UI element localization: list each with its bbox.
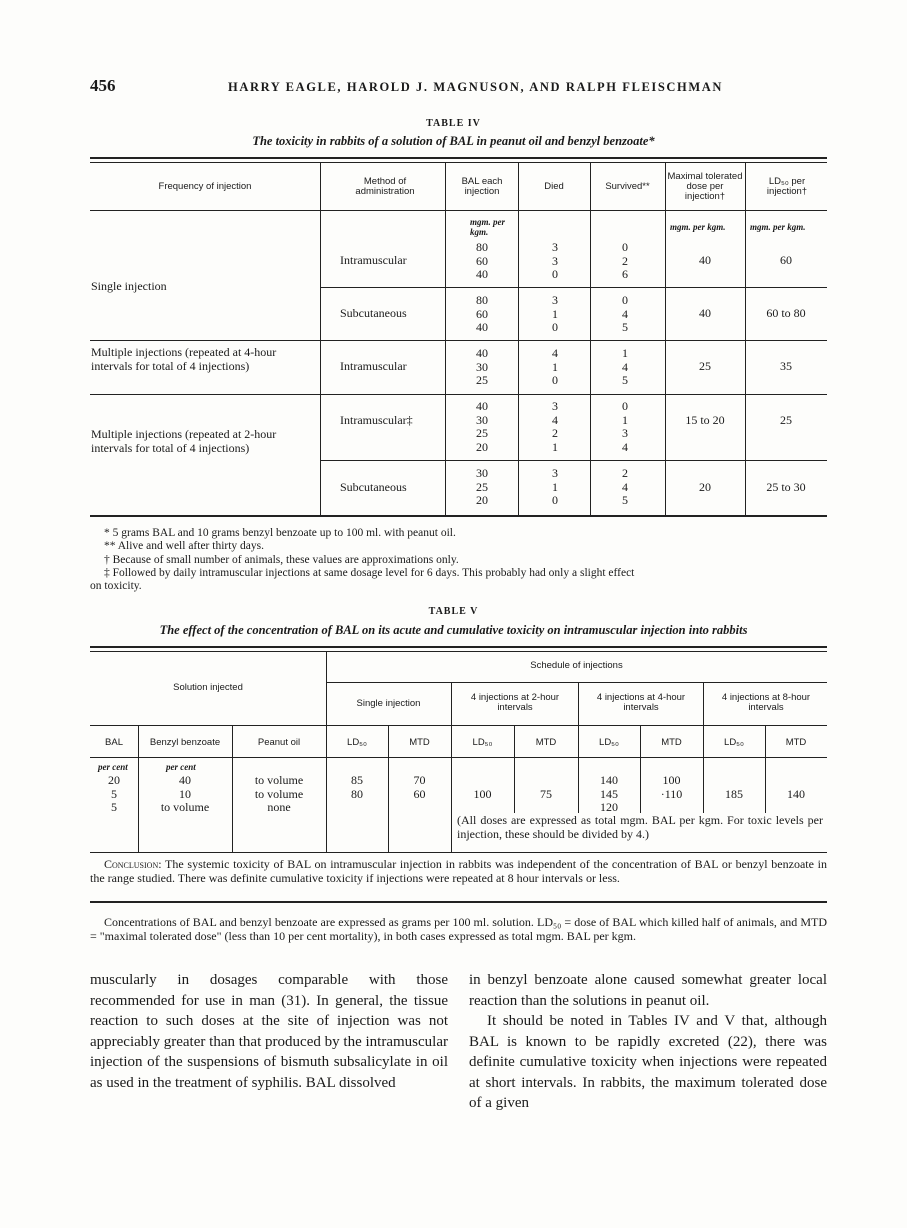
t5-cell: 75 [540,787,552,801]
conclusion-text: The systemic toxicity of BAL on intramuscular injection in rabbits was independent of the concentration of BAL or benzyl benzoate in the range studied. There was definite cumulative toxicity if injections were repeated at 8 hour intervals or less. [90,857,827,885]
t4-survived: 2 4 5 [622,466,628,507]
t5-cell: 140 [600,773,618,787]
t4-mtd: 40 [699,253,711,267]
t5-cell: 5 [111,800,117,814]
t4-ld: 25 [780,413,792,427]
table5-caption: The effect of the concentration of BAL on its acute and cumulative toxicity on intramuscular injection into rabbits [159,623,748,637]
t5-note: (All doses are expressed as total mgm. BAL per kgm. For toxic levels per injection, these should be divided by 4.) [457,813,823,841]
t5-header-peanut: Peanut oil [257,737,301,748]
running-head: HARRY EAGLE, HAROLD J. MAGNUSON, AND RALPH FLEISCHMAN [228,80,724,94]
t5-header-mtd: MTD [535,737,557,748]
conclusion-label: Conclusion: [104,857,162,871]
t4-freq-single: Single injection [91,279,167,293]
t5-header-mtd: MTD [661,737,682,748]
t5-unit-bal: per cent [98,762,128,772]
t5-cell: 60 [413,787,426,801]
t5-cell: 80 [351,787,363,801]
t4-mtd: 20 [699,480,711,494]
t5-footnote: Concentrations of BAL and benzyl benzoate are expressed as grams per 100 ml. solution. LD₅₀ = dose of BAL which killed half of animals, and MTD = "maximal tolerated dose" (less than 10 per cent mortality), in both cases expressed as total mgm. BAL per kgm. [90,915,827,943]
table4-caption: The toxicity in rabbits of a solution of BAL in peanut oil and benzyl benzoate* [252,134,655,148]
t4-header-bal: BAL each injection [461,176,503,197]
t4-ld: 60 [780,253,792,267]
t4-footnote: * 5 grams BAL and 10 grams benzyl benzoate up to 100 ml. with peanut oil. [104,527,456,539]
t4-method: Subcutaneous [340,306,407,320]
t4-unit-bal: mgm. per kgm. [470,217,505,237]
t5-cell: to volume [254,773,304,787]
t5-cell: 100 [473,787,492,801]
t5-cell: 20 [108,773,120,787]
t5-cell: 140 [787,787,805,801]
t4-mtd: 25 [699,359,711,373]
t5-unit-benzyl: per cent [166,762,196,772]
t4-method: Intramuscular‡ [340,413,413,427]
t5-header-single: Single injection [356,698,421,709]
t5-header-4hour: 4 injections at 4-hour intervals [596,692,686,713]
t4-survived: 0 4 5 [622,293,628,334]
t4-unit-mtd: mgm. per kgm. [670,222,726,232]
t4-ld: 25 to 30 [766,480,806,494]
t4-ld: 35 [780,359,792,373]
t5-cell: 40 [179,773,191,787]
t4-header-survived: Survived** [605,181,650,192]
t4-mtd: 15 to 20 [685,413,725,427]
t4-bal: 80 60 40 [476,293,488,334]
table4-label: TABLE IV [426,118,481,129]
t4-died: 3 3 0 [552,240,558,281]
t5-cell: 10 [179,787,191,801]
t4-unit-ld: mgm. per kgm. [750,222,806,232]
t4-header-method: Method of administration [355,176,415,197]
t5-header-schedule: Schedule of injections [530,660,623,671]
t4-freq-4hour: Multiple injections (repeated at 4-hour intervals for total of 4 injections) [91,345,277,373]
t5-header-ld: LD₅₀ [724,737,744,748]
t5-cell: to volume [160,800,210,814]
t5-cell: 5 [111,787,117,801]
body-right-para2: It should be noted in Tables IV and V that, although BAL is known to be rapidly excreted (22), there was definite cumulative toxicity when injections were repeated at short intervals. In rabbits, the maximum tolerated dose of a given [469,1013,827,1111]
t4-bal: 40 30 25 [476,346,488,387]
t5-header-ld: LD₅₀ [472,737,493,748]
t4-header-mtd: Maximal tolerated dose per injection† [667,171,743,202]
t4-died: 3 1 0 [552,293,558,334]
t4-bal: 40 30 25 20 [476,399,488,454]
t4-survived: 0 2 6 [622,240,628,281]
t5-cell: 145 [600,787,618,801]
t5-header-8hour: 4 injections at 8-hour intervals [721,692,811,713]
t4-died: 3 1 0 [552,466,558,507]
page-number: 456 [90,76,116,95]
t5-cell: 100 [662,773,681,787]
t5-conclusion [90,858,827,885]
table5-label: TABLE V [428,606,479,617]
t5-cell: to volume [254,787,304,801]
t4-footnote: ** Alive and well after thirty days. [104,540,265,552]
t4-header-ld: LD₅₀ per injection† [766,176,808,197]
t4-header-frequency: Frequency of injection [158,181,252,192]
t5-cell: none [267,800,291,814]
t5-cell: 185 [725,787,743,801]
t5-header-bal: BAL [105,737,123,748]
body-right-para1: in benzyl benzoate alone caused somewhat greater local reaction than the solutions in peanut oil. [469,972,827,1009]
t5-header-2hour: 4 injections at 2-hour intervals [470,692,560,713]
t4-method: Intramuscular [340,253,407,267]
body-left-column: muscularly in dosages comparable with those recommended for use in man (31). In general, the tissue reaction to such doses at the site of injection was not appreciably greater than that produced by the intramuscular injection of the suspensions of bismuth subsalicylate in oil as used in the treatment of syphilis. BAL dissolved [90,972,448,1091]
t5-cell: 70 [413,773,426,787]
t4-bal: 30 25 20 [476,466,488,507]
t4-survived: 1 4 5 [622,346,628,387]
t4-method: Intramuscular [340,359,407,373]
t4-died: 3 4 2 1 [552,399,558,454]
t4-footnote: on toxicity. [90,580,142,592]
t4-footnote: † Because of small number of animals, these values are approximations only. [104,554,459,566]
t5-header-mtd: MTD [785,737,807,748]
t4-ld: 60 to 80 [766,306,806,320]
t4-survived: 0 1 3 4 [622,399,628,454]
t4-method: Subcutaneous [340,480,407,494]
t4-mtd: 40 [699,306,711,320]
t5-cell: ·110 [660,787,683,801]
t5-header-solution: Solution injected [173,682,243,693]
t5-header-benzyl: Benzyl benzoate [149,737,221,748]
t4-freq-2hour: Multiple injections (repeated at 2-hour intervals for total of 4 injections) [91,427,277,455]
t4-footnote: ‡ Followed by daily intramuscular injections at same dosage level for 6 days. This probably had only a slight effect [104,567,635,579]
t5-cell: 120 [600,800,618,814]
t4-died: 4 1 0 [552,346,558,387]
t4-bal: 80 60 40 [476,240,488,281]
t5-cell: 85 [351,773,363,787]
t4-header-died: Died [544,181,564,192]
t5-header-ld: LD₅₀ [347,737,367,748]
t5-header-mtd: MTD [409,737,430,748]
t5-header-ld: LD₅₀ [599,737,619,748]
